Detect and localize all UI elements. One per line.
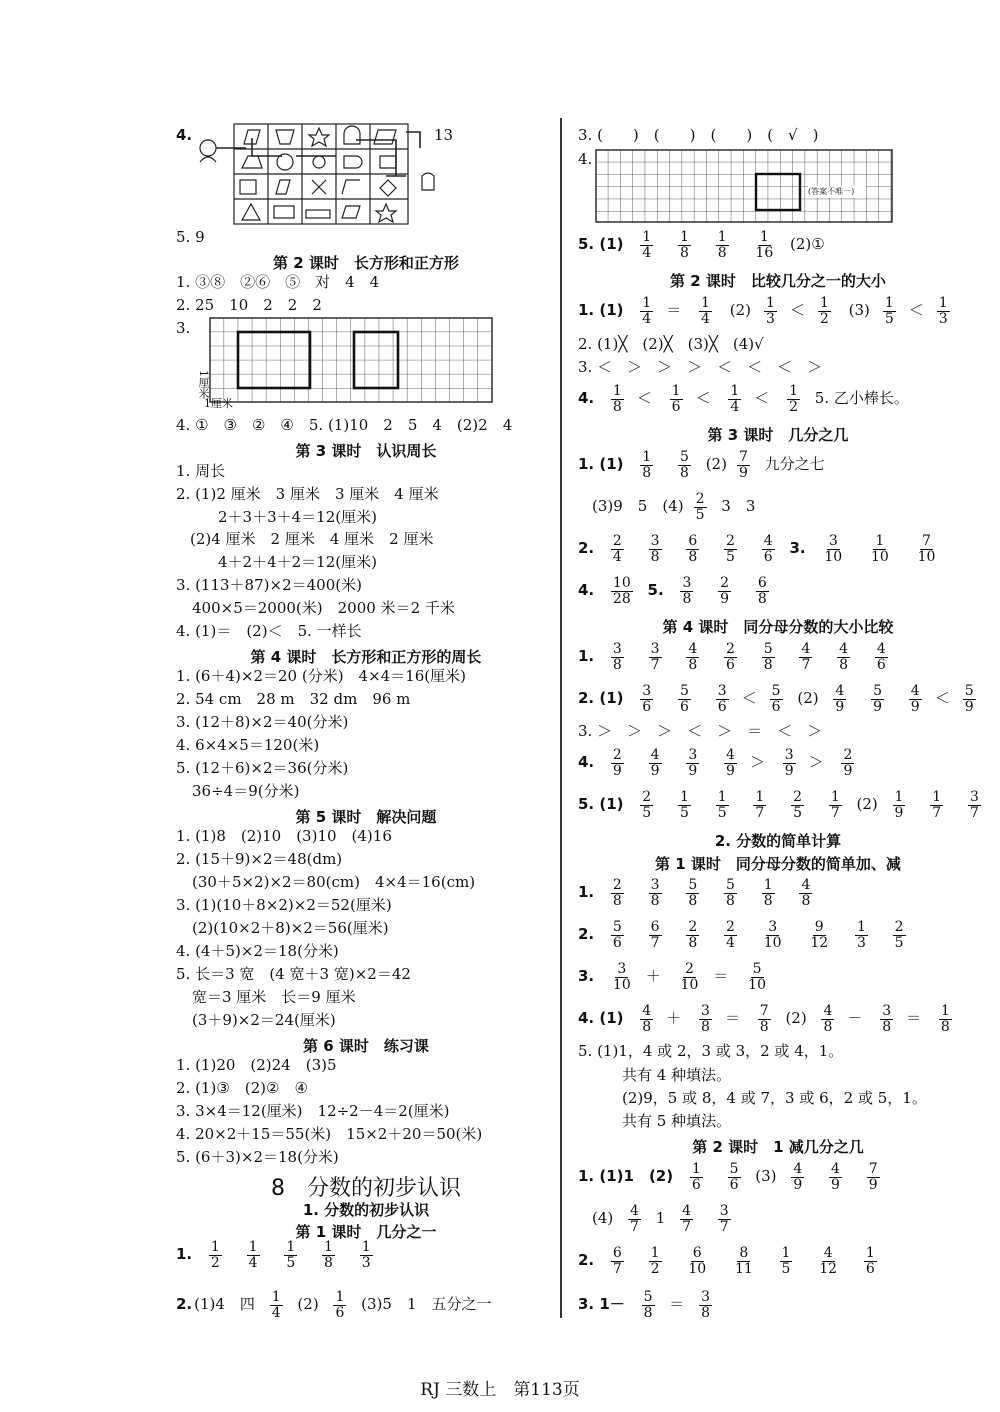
fraction: $\frac{1}{7}$ (755, 789, 765, 821)
fraction-answer-line: 2. $\frac{5}{6}$ $\frac{6}{7}$ $\frac{2}{8}$ $\frac{2}{4}$ $\frac{3}{10}$ $\frac{9}{12}$ $\frac{1}{3}$ $\frac{2}{5}$ (578, 919, 904, 951)
fraction: $\frac{1}{3}$ (856, 919, 866, 951)
answer-line: 3. (113＋87)×2＝400(米) (176, 576, 362, 594)
column-divider (560, 118, 562, 1318)
fraction: $\frac{4}{12}$ (819, 1245, 838, 1277)
fraction: $\frac{5}{8}$ (763, 641, 773, 673)
fraction: $\frac{4}{9}$ (835, 683, 845, 715)
fraction: $\frac{9}{12}$ (810, 919, 829, 951)
fraction: $\frac{6}{7}$ (612, 1245, 622, 1277)
answer-line: 2. 54 cm 28 m 32 dm 96 m (176, 690, 411, 708)
answer-line: 400×5＝2000(米) 2000 米＝2 千米 (192, 599, 455, 617)
fraction: $\frac{3}{9}$ (784, 747, 794, 779)
answer-line: (2)4 厘米 2 厘米 4 厘米 2 厘米 (190, 530, 434, 548)
fraction: $\frac{7}{9}$ (868, 1161, 878, 1193)
fraction-answer-line: 5. (1) $\frac{1}{4}$ $\frac{1}{8}$ $\frac{1}{8}$ $\frac{1}{16}$ (2)① (578, 229, 825, 261)
fraction-answer-line: (3)9 5 (4) $\frac{2}{5}$ 3 3 (592, 491, 756, 523)
fraction-answer-line: 2. $\frac{6}{7}$ $\frac{1}{2}$ $\frac{6}{10}$ $\frac{8}{11}$ $\frac{1}{5}$ $\frac{4}{12}$ $\frac{1}{6}$ (578, 1245, 875, 1277)
section-heading: 第 1 课时 几分之一 (295, 1223, 437, 1241)
fraction: $\frac{1}{8}$ (940, 1003, 950, 1035)
section-heading: 第 4 课时 长方形和正方形的周长 (250, 648, 482, 666)
answer-line: 3. (1)(10＋8×2)×2＝52(厘米) (176, 896, 392, 914)
fraction: $\frac{2}{5}$ (695, 491, 705, 523)
fraction: $\frac{5}{6}$ (771, 683, 781, 715)
fraction: $\frac{5}{8}$ (726, 877, 735, 909)
answer-line: 5. 9 (176, 228, 205, 246)
fraction: $\frac{1}{6}$ (671, 383, 681, 415)
fraction: $\frac{3}{7}$ (650, 641, 660, 673)
answer-line: 4. (176, 126, 193, 144)
fraction: $\frac{1}{5}$ (680, 789, 689, 821)
fraction: $\frac{4}{9}$ (831, 1161, 840, 1193)
fraction: $\frac{1}{2}$ (210, 1239, 220, 1271)
fraction: $\frac{4}{9}$ (650, 747, 660, 779)
rectangle-grid-figure (210, 318, 492, 412)
section-heading: 2. 分数的简单计算 (714, 832, 842, 850)
fraction: $\frac{1}{6}$ (335, 1289, 345, 1321)
fraction: $\frac{1}{5}$ (286, 1239, 296, 1271)
fraction: $\frac{3}{8}$ (701, 1003, 710, 1035)
fraction: $\frac{2}{5}$ (726, 533, 735, 565)
fraction: $\frac{1}{2}$ (819, 295, 829, 327)
fraction-answer-line: 1. $\frac{1}{2}$ $\frac{1}{4}$ $\frac{1}{5}$ $\frac{1}{8}$ $\frac{1}{3}$ (176, 1239, 371, 1271)
fraction: $\frac{6}{8}$ (688, 533, 698, 565)
answer-line: 3. 3×4＝12(厘米) 12÷2－4＝2(厘米) (176, 1102, 450, 1120)
fraction-answer-line: 3. $\frac{3}{10}$ ＋ $\frac{2}{10}$ ＝ $\frac{5}{10}$ (578, 961, 766, 993)
fraction: $\frac{3}{8}$ (882, 1003, 892, 1035)
fraction: $\frac{6}{10}$ (688, 1245, 707, 1277)
fraction: $\frac{4}{8}$ (801, 877, 811, 909)
answer-line: 4. 6×4×5＝120(米) (176, 736, 320, 754)
answer-line: 3. ( ) ( ) ( ) ( √ ) (578, 126, 819, 144)
fraction: $\frac{4}{9}$ (910, 683, 920, 715)
answer-line: 4. (4＋5)×2＝18(分米) (176, 942, 339, 960)
fraction: $\frac{1}{4}$ (248, 1239, 258, 1271)
answer-line: 3. ＜ ＞ ＞ ＞ ＜ ＜ ＜ ＞ (578, 358, 823, 376)
fraction-answer-line: 1. (1)1 (2) $\frac{1}{6}$ $\frac{5}{6}$ (3) $\frac{4}{9}$ $\frac{4}{9}$ $\frac{7}{9}$ (578, 1161, 878, 1193)
shape-maze-figure (196, 118, 416, 228)
fraction: $\frac{2}{5}$ (894, 919, 904, 951)
answer-line: 3. (176, 319, 191, 337)
answer-line: 5. (6＋3)×2＝18(分米) (176, 1148, 339, 1166)
fraction: $\frac{3}{8}$ (682, 575, 692, 607)
answer-line: 13 (434, 126, 454, 144)
fraction: $\frac{4}{8}$ (823, 1003, 833, 1035)
fraction: $\frac{2}{5}$ (642, 789, 652, 821)
fraction: $\frac{1}{5}$ (717, 789, 727, 821)
fraction: $\frac{6}{8}$ (757, 575, 767, 607)
fraction: $\frac{1}{6}$ (691, 1161, 701, 1193)
fraction: $\frac{2}{9}$ (612, 747, 622, 779)
fraction: $\frac{3}{6}$ (642, 683, 652, 715)
fraction: $\frac{2}{9}$ (843, 747, 853, 779)
fraction: $\frac{1}{8}$ (763, 877, 773, 909)
section-heading: 第 2 课时 长方形和正方形 (273, 254, 459, 272)
answer-line: (3＋9)×2＝24(厘米) (192, 1011, 336, 1029)
page-footer: RJ 三数上 第113页 (420, 1380, 580, 1400)
section-heading: 第 3 课时 几分之几 (707, 426, 849, 444)
fraction-answer-line: 4. $\frac{1}{8}$ ＜ $\frac{1}{6}$ ＜ $\frac{1}{4}$ ＜ $\frac{1}{2}$ 5. 乙小棒长。 (578, 383, 909, 415)
fraction: $\frac{2}{8}$ (688, 919, 698, 951)
fraction: $\frac{5}{6}$ (612, 919, 622, 951)
answer-line: 2. (1)╳ (2)╳ (3)╳ (4)√ (578, 335, 764, 353)
section-heading: 第 4 课时 同分母分数的大小比较 (662, 618, 894, 636)
fraction: $\frac{1}{6}$ (865, 1245, 875, 1277)
fraction: $\frac{3}{7}$ (719, 1203, 729, 1235)
fraction: $\frac{3}{6}$ (717, 683, 727, 715)
answer-line: 共有 5 种填法。 (622, 1112, 732, 1130)
fraction: $\frac{1}{7}$ (830, 789, 840, 821)
fraction: $\frac{4}{8}$ (642, 1003, 652, 1035)
answer-line: (2)9，5 或 8，4 或 7，3 或 6，2 或 5，1。 (622, 1089, 927, 1107)
fraction: $\frac{1}{2}$ (789, 383, 798, 415)
fraction-answer-line: 1. $\frac{3}{8}$ $\frac{3}{7}$ $\frac{4}{8}$ $\frac{2}{6}$ $\frac{5}{8}$ $\frac{4}{7}$ $\frac{4}{8}$ $\frac{4}{6}$ (578, 641, 886, 673)
answer-line: 2. (1)③ (2)② ④ (176, 1079, 308, 1097)
fraction: $\frac{2}{9}$ (720, 575, 730, 607)
fraction: $\frac{4}{7}$ (801, 641, 811, 673)
fraction: $\frac{5}{6}$ (680, 683, 689, 715)
answer-line: 1. (1)8 (2)10 (3)10 (4)16 (176, 827, 392, 845)
fraction: $\frac{5}{8}$ (688, 877, 698, 909)
fraction-answer-line: 4. $\frac{10}{28}$ 5. $\frac{3}{8}$ $\frac{2}{9}$ $\frac{6}{8}$ (578, 575, 767, 607)
answer-line: 宽＝3 厘米 长＝9 厘米 (192, 988, 356, 1006)
fraction: $\frac{3}{9}$ (688, 747, 698, 779)
grid-note: (答案不唯一) (808, 187, 855, 196)
section-heading: 第 3 课时 认识周长 (295, 442, 437, 460)
section-heading: 第 2 课时 1 减几分之几 (692, 1138, 864, 1156)
fraction-answer-line: 2. $\frac{2}{4}$ $\frac{3}{8}$ $\frac{6}{8}$ $\frac{2}{5}$ $\frac{4}{6}$ 3. $\frac{3}{10}$ $\frac{1}{10}$ $\frac{7}{10}$ (578, 533, 936, 565)
answer-line: 1. ③⑧ ②⑥ ⑤ 对 4 4 (176, 273, 380, 291)
fraction: $\frac{1}{9}$ (894, 789, 904, 821)
fraction-answer-line: 5. (1) $\frac{2}{5}$ $\frac{1}{5}$ $\frac{1}{5}$ $\frac{1}{7}$ $\frac{2}{5}$ $\frac{1}{7}$ (2) $\frac{1}{9}$ $\frac{1}{7}$ $\frac{3}{7}$ (578, 789, 979, 821)
fraction-answer-line: 1. (1) $\frac{1}{4}$ ＝ $\frac{1}{4}$ (2) $\frac{1}{3}$ ＜ $\frac{1}{2}$ (3) $\frac{1}{5}$ ＜ $\frac{1}{3}$ (578, 295, 948, 327)
fraction: $\frac{3}{10}$ (763, 919, 782, 951)
answer-line: 1. 周长 (176, 462, 226, 480)
fraction: $\frac{8}{11}$ (734, 1245, 753, 1277)
fraction-answer-line: 2. (1)4 四 $\frac{1}{4}$ (2) $\frac{1}{6}$ (3)5 1 五分之一 (176, 1289, 492, 1321)
fraction: $\frac{10}{28}$ (612, 575, 631, 607)
fraction: $\frac{1}{3}$ (938, 295, 948, 327)
section-heading: 第 1 课时 同分母分数的简单加、减 (655, 855, 901, 873)
fraction: $\frac{4}{9}$ (793, 1161, 803, 1193)
answer-line: 4. 20×2＋15＝55(米) 15×2＋20＝50(米) (176, 1125, 483, 1143)
fraction: $\frac{7}{10}$ (917, 533, 936, 565)
fraction: $\frac{3}{7}$ (969, 789, 979, 821)
fraction: $\frac{2}{8}$ (612, 877, 622, 909)
answer-line: 4. (1)＝ (2)＜ 5. 一样长 (176, 622, 362, 640)
fraction-answer-line: (4) $\frac{4}{7}$ 1 $\frac{4}{7}$ $\frac{3}{7}$ (592, 1203, 729, 1235)
fraction-answer-line: 4. $\frac{2}{9}$ $\frac{4}{9}$ $\frac{3}{9}$ $\frac{4}{9}$ ＞ $\frac{3}{9}$ ＞ $\frac{2}{9}$ (578, 747, 853, 779)
fraction: $\frac{4}{8}$ (839, 641, 849, 673)
answer-line: (2)(10×2＋8)×2＝56(厘米) (192, 919, 389, 937)
answer-line: 2. 25 10 2 2 2 (176, 296, 322, 314)
section-heading: 1. 分数的初步认识 (302, 1201, 430, 1219)
fraction: $\frac{1}{7}$ (932, 789, 942, 821)
fraction: $\frac{4}{6}$ (763, 533, 773, 565)
answer-line: 3. (12＋8)×2＝40(分米) (176, 713, 349, 731)
fraction: $\frac{3}{8}$ (650, 533, 660, 565)
answer-line: 2. (1)2 厘米 3 厘米 3 厘米 4 厘米 (176, 485, 439, 503)
fraction: $\frac{4}{7}$ (682, 1203, 691, 1235)
fraction: $\frac{1}{8}$ (680, 229, 689, 261)
fraction: $\frac{1}{4}$ (271, 1289, 281, 1321)
fraction: $\frac{2}{6}$ (726, 641, 735, 673)
answer-line: (30＋5×2)×2＝80(cm) 4×4＝16(cm) (192, 873, 476, 891)
fraction: $\frac{1}{16}$ (755, 229, 774, 261)
fraction: $\frac{1}{3}$ (765, 295, 775, 327)
section-heading: 第 5 课时 解决问题 (295, 808, 437, 826)
answer-line: 5. (1)1，4 或 2，3 或 3，2 或 4，1。 (578, 1042, 844, 1060)
fraction: $\frac{1}{8}$ (324, 1239, 333, 1271)
fraction: $\frac{5}{9}$ (964, 683, 974, 715)
fraction-answer-line: 1. (1) $\frac{1}{8}$ $\frac{5}{8}$ (2) $\frac{7}{9}$ 九分之七 (578, 449, 825, 481)
grid-scale-label: 1厘米 (204, 397, 233, 410)
answer-line: 5. (12＋6)×2＝36(分米) (176, 759, 349, 777)
answer-line: 36÷4＝9(分米) (192, 782, 300, 800)
fraction: $\frac{1}{4}$ (642, 229, 652, 261)
fraction: $\frac{1}{5}$ (781, 1245, 791, 1277)
fraction: $\frac{1}{4}$ (701, 295, 710, 327)
fraction: $\frac{1}{4}$ (730, 383, 740, 415)
fraction: $\frac{5}{6}$ (729, 1161, 739, 1193)
answer-line: 2. (15＋9)×2＝48(dm) (176, 850, 343, 868)
answer-line: 1. (6＋4)×2＝20 (分米) 4×4＝16(厘米) (176, 667, 466, 685)
fraction: $\frac{1}{8}$ (612, 383, 622, 415)
fraction: $\frac{4}{8}$ (688, 641, 698, 673)
fraction-answer-line: 1. $\frac{2}{8}$ $\frac{3}{8}$ $\frac{5}{8}$ $\frac{5}{8}$ $\frac{1}{8}$ $\frac{4}{8}$ (578, 877, 811, 909)
answer-line: 3. ＞ ＞ ＞ ＜ ＞ ＝ ＜ ＞ (578, 722, 823, 740)
answer-line: 共有 4 种填法。 (622, 1066, 732, 1084)
fraction: $\frac{3}{8}$ (612, 641, 622, 673)
fraction: $\frac{3}{8}$ (650, 877, 660, 909)
fraction: $\frac{2}{4}$ (726, 919, 735, 951)
fraction: $\frac{1}{8}$ (642, 449, 652, 481)
fraction: $\frac{6}{7}$ (650, 919, 660, 951)
answer-line: 4＋2＋4＋2＝12(厘米) (218, 553, 377, 571)
fraction: $\frac{1}{5}$ (884, 295, 894, 327)
fraction: $\frac{3}{10}$ (824, 533, 843, 565)
fraction: $\frac{5}{10}$ (748, 961, 766, 993)
fraction: $\frac{1}{10}$ (870, 533, 889, 565)
fraction: $\frac{2}{4}$ (612, 533, 622, 565)
fraction: $\frac{4}{6}$ (876, 641, 886, 673)
fraction: $\frac{4}{7}$ (630, 1203, 639, 1235)
fraction-answer-line: 4. (1) $\frac{4}{8}$ ＋ $\frac{3}{8}$ ＝ $\frac{7}{8}$ (2) $\frac{4}{8}$ － $\frac{3}{8}$ ＝ $\frac{1}{8}$ (578, 1003, 950, 1035)
chapter-heading: 8 分数的初步认识 (271, 1176, 461, 1201)
fraction: $\frac{1}{3}$ (361, 1239, 371, 1271)
fraction-answer-line: 2. (1) $\frac{3}{6}$ $\frac{5}{6}$ $\frac{3}{6}$ ＜ $\frac{5}{6}$ (2) $\frac{4}{9}$ $\frac{5}{9}$ $\frac{4}{9}$ ＜ $\frac{5}{9}$ (578, 683, 974, 715)
fraction-answer-line: 3. 1－ $\frac{5}{8}$ ＝ $\frac{3}{8}$ (578, 1289, 710, 1321)
fraction: $\frac{5}{8}$ (643, 1289, 653, 1321)
answer-line: 1. (1)20 (2)24 (3)5 (176, 1056, 337, 1074)
fraction: $\frac{1}{2}$ (650, 1245, 660, 1277)
fraction: $\frac{2}{10}$ (680, 961, 699, 993)
section-heading: 第 2 课时 比较几分之一的大小 (670, 272, 886, 290)
fraction: $\frac{1}{4}$ (642, 295, 652, 327)
answer-line: 4. ① ③ ② ④ 5. (1)10 2 5 4 (2)2 4 (176, 416, 513, 434)
fraction: $\frac{3}{8}$ (701, 1289, 710, 1321)
fraction: $\frac{7}{8}$ (759, 1003, 769, 1035)
answer-line: 5. 长＝3 宽 (4 宽＋3 宽)×2＝42 (176, 965, 411, 983)
answer-line: 2＋3＋3＋4＝12(厘米) (218, 508, 377, 526)
fraction: $\frac{5}{9}$ (873, 683, 882, 715)
answer-line: 4. (578, 150, 593, 168)
fraction: $\frac{3}{10}$ (612, 961, 631, 993)
grid-scale-label: 1厘米 (197, 370, 210, 399)
fraction: $\frac{1}{8}$ (717, 229, 727, 261)
fraction: $\frac{5}{8}$ (680, 449, 689, 481)
fraction: $\frac{2}{5}$ (793, 789, 803, 821)
section-heading: 第 6 课时 练习课 (303, 1037, 429, 1055)
fraction: $\frac{7}{9}$ (738, 449, 748, 481)
fraction: $\frac{4}{9}$ (726, 747, 735, 779)
